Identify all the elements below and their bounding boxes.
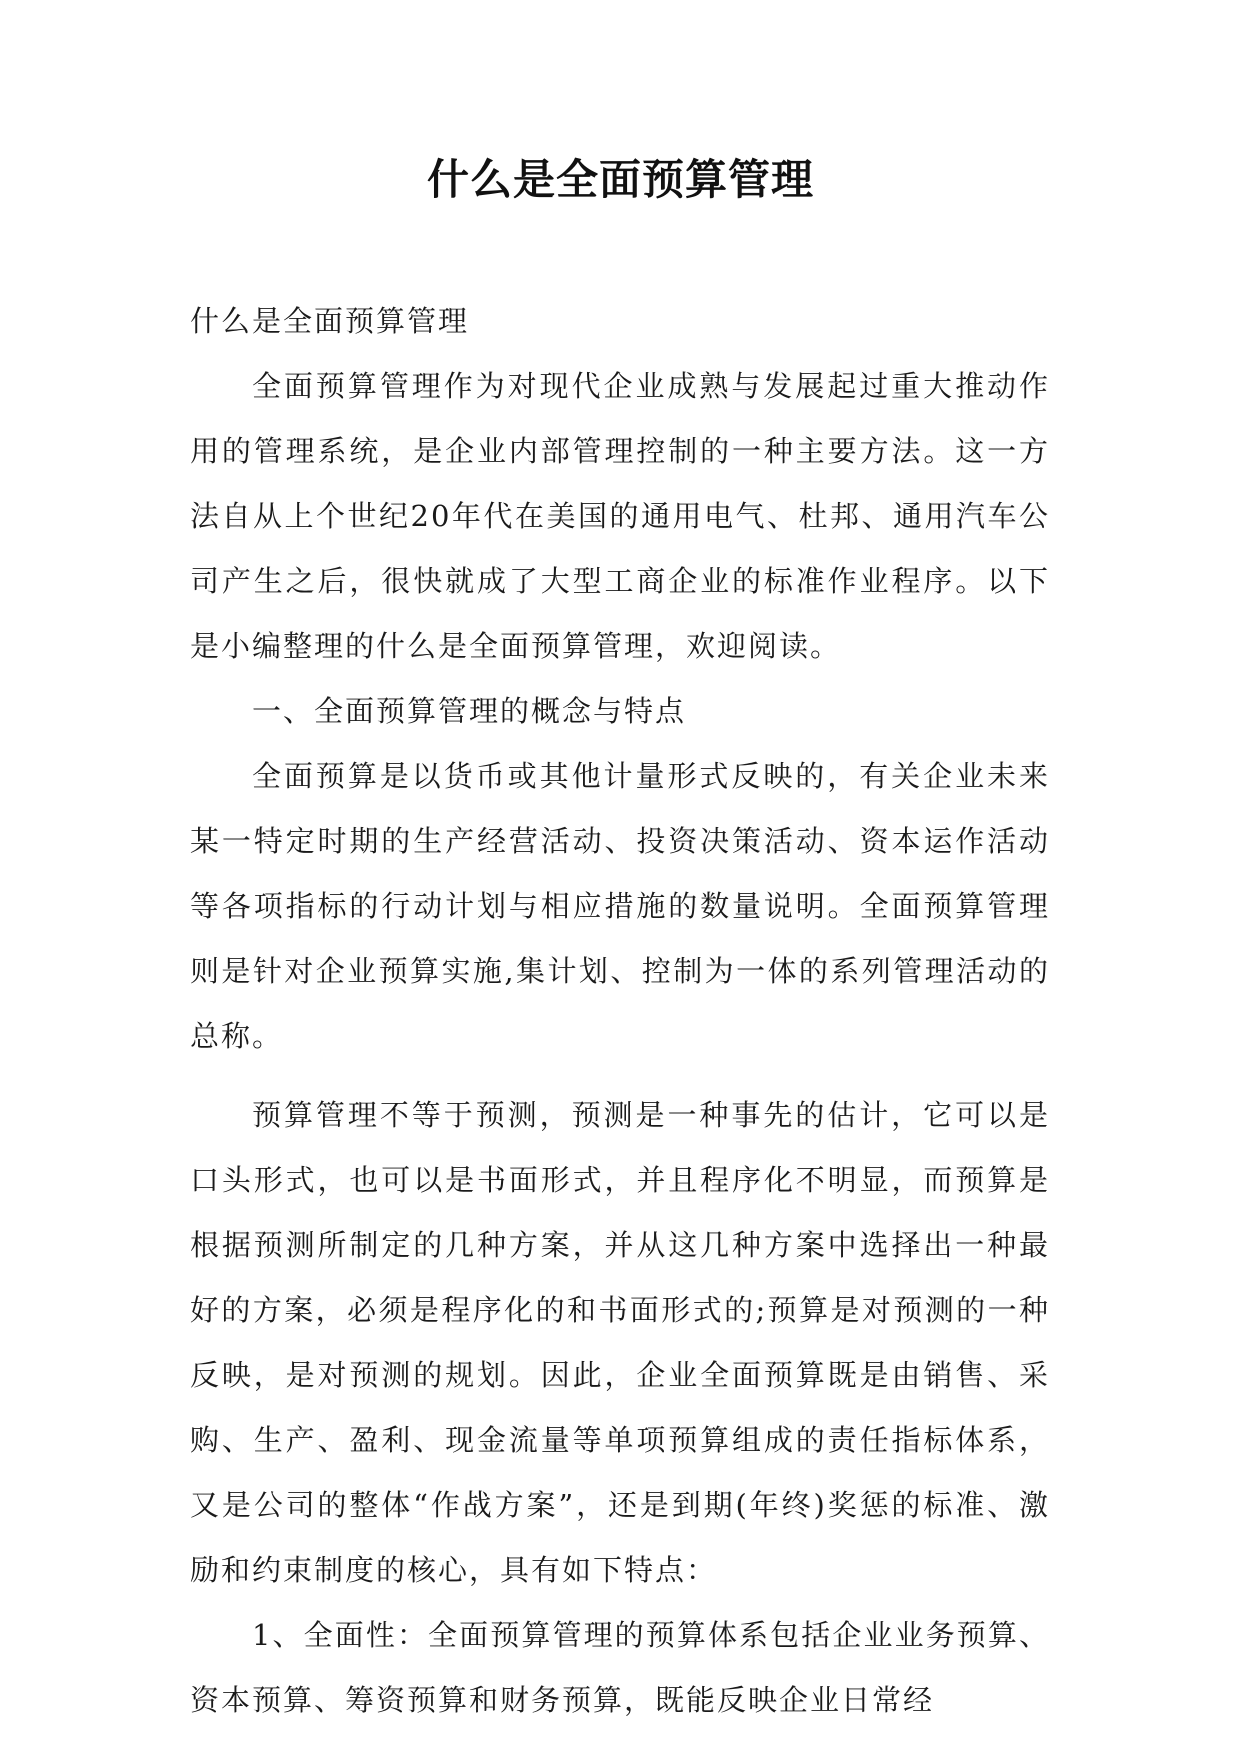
subtitle-paragraph: 什么是全面预算管理 [190,304,470,338]
intro-paragraph: 全面预算管理作为对现代企业成熟与发展起过重大推动作用的管理系统，是企业内部管理控制的一种主要方法。这一方法自从上个世纪20年代在美国的通用电气、杜邦、通用汽车公司产生之后，很快就成了大型工商企业的标准作业程序。以下是小编整理的什么是全面预算管理，欢迎阅读。 [190,369,1050,663]
document-title: 什么是全面预算管理 [426,155,814,204]
concept-paragraph: 全面预算是以货币或其他计量形式反映的，有关企业未来某一特定时期的生产经营活动、投资决策活动、资本运作活动等各项指标的行动计划与相应措施的数量说明。全面预算管理则是针对企业预算实施,集计划、控制为一体的系列管理活动的总称。 [190,759,1050,1053]
features-paragraph: 预算管理不等于预测，预测是一种事先的估计，它可以是口头形式，也可以是书面形式，并且程序化不明显，而预算是根据预测所制定的几种方案，并从这几种方案中选择出一种最好的方案，必须是程序化的和书面形式的;预算是对预测的一种反映，是对预测的规划。因此，企业全面预算既是由销售、采购、生产、盈利、现金流量等单项预算组成的责任指标体系，又是公司的整体“作战方案”，还是到期(年终)奖惩的标准、激励和约束制度的核心，具有如下特点： [190,1098,1050,1587]
feature-1-paragraph: 1、全面性：全面预算管理的预算体系包括企业业务预算、资本预算、筹资预算和财务预算，既能反映企业日常经 [190,1618,1050,1717]
section-heading: 一、全面预算管理的概念与特点 [252,694,687,728]
document-body [190,289,1050,1733]
